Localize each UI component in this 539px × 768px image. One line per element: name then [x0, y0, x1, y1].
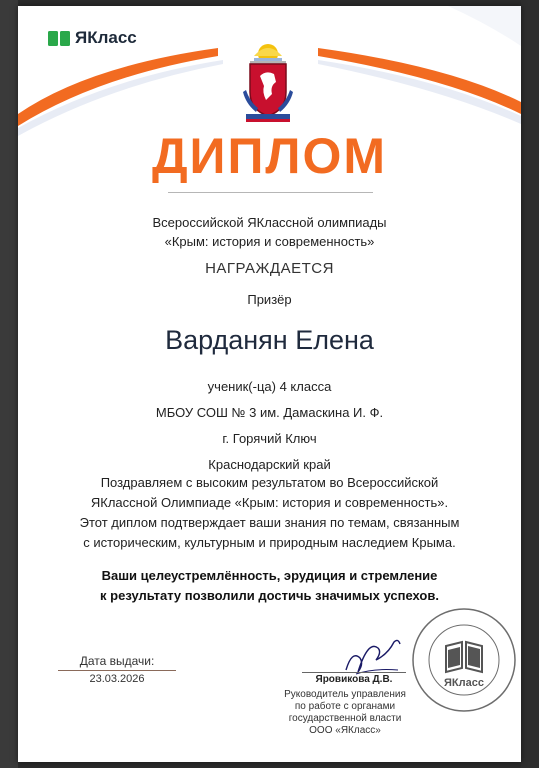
- signer-name: Яровикова Д.В.: [315, 674, 393, 685]
- congrats-line-2: ЯКлассной Олимпиаде «Крым: история и современность».: [90, 495, 449, 510]
- book-icon: [48, 30, 70, 47]
- title-divider: [168, 192, 373, 193]
- olympiad-name: [18, 213, 521, 251]
- rank-label: Призёр: [247, 292, 292, 307]
- signature-underline: [302, 672, 406, 673]
- school-text: МБОУ СОШ № 3 им. Дамаскина И. Ф.: [155, 405, 384, 420]
- role-line-1: Руководитель управления: [284, 689, 406, 700]
- diploma-page: [18, 6, 521, 762]
- region-text: Краснодарский край: [208, 457, 331, 472]
- award-label: НАГРАЖДАЕТСЯ: [205, 260, 334, 277]
- yaklass-logo: [48, 28, 137, 48]
- city-text: г. Горячий Ключ: [222, 431, 317, 446]
- olympiad-line-2: «Крым: история и современность»: [164, 234, 375, 249]
- recipient-name: Варданян Елена: [165, 325, 374, 355]
- congrats-line-3: Этот диплом подтверждает ваши знания по темам, связанным: [79, 515, 460, 530]
- closing-message: [18, 566, 521, 606]
- closing-line-2: к результату позволили достичь значимых успехов.: [100, 588, 439, 603]
- left-background-strip: [0, 0, 18, 768]
- congrats-line-4: с историческим, культурным и природным наследием Крыма.: [83, 535, 456, 550]
- stamp-logo-text: ЯКласс: [444, 677, 484, 689]
- company-stamp: [410, 606, 518, 714]
- right-background-strip: [521, 0, 539, 768]
- recipient-info: [18, 374, 521, 478]
- signer-role: [270, 689, 420, 737]
- role-line-2: по работе с органами: [294, 701, 396, 712]
- issue-date-underline: [58, 670, 176, 671]
- diploma-title: ДИПЛОМ: [151, 128, 388, 184]
- issue-date-label: Дата выдачи:: [79, 654, 155, 668]
- closing-line-1: Ваши целеустремлённость, эрудиция и стремление: [101, 568, 438, 583]
- congratulation-text: [18, 473, 521, 553]
- olympiad-line-1: Всероссийской ЯКлассной олимпиады: [152, 215, 387, 230]
- crimea-emblem: [236, 42, 300, 124]
- congrats-line-1: Поздравляем с высоким результатом во Всероссийской: [100, 475, 439, 490]
- grade-text: ученик(-ца) 4 класса: [207, 379, 332, 394]
- role-line-4: ООО «ЯКласс»: [309, 725, 381, 736]
- logo-text: ЯКласс: [75, 28, 137, 47]
- issue-date-value: 23.03.2026: [89, 673, 145, 685]
- role-line-3: государственной власти: [288, 713, 402, 724]
